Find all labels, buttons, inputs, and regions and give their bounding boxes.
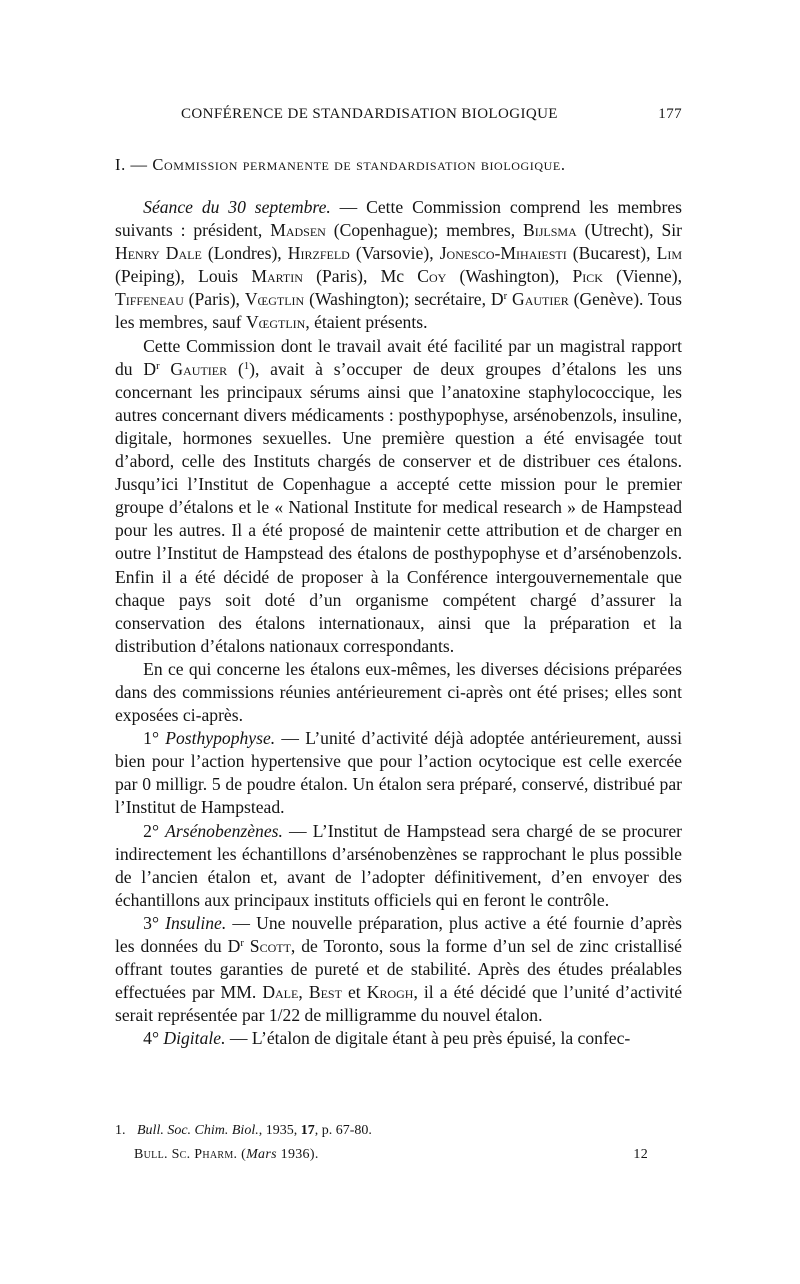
text-run: (Peiping), Louis (115, 266, 252, 287)
text-run: ), avait à s’occuper de deux groupes d’étalons les uns concernant les principaux sérums ainsi que l’anatoxine staphylococcique, les autres concernant divers médicaments : posthypophyse, arsénobenzols, insuline, digitale, hormones sexuelles. Une première question a été envisagée tout d’abord, celle des Instituts chargés de conserver et de distribuer ces étalons. Jusqu’ici l’Institut de Copenhague a accepté cette mission pour le premier groupe d’étalons et le « National Institute for medical research » de Hampstead pour les autres. Il a été proposé de maintenir cette attribution et de charger en outre l’Institut de Hampstead des étalons de posthypophyse et d’arsénobenzols. Enfin il a été décidé de proposer à la Conférence intergouvernementale que chaque pays soit doté d’un organisme compétent chargé d’assurer la conservation des étalons internationaux, ainsi que la préparation et la distribution d’étalons nationaux correspondants. (115, 358, 682, 656)
superscript: r (240, 938, 244, 950)
person-name: Vœgtlin (244, 289, 305, 310)
footnote-source: Bull. Soc. Chim. Biol. (137, 1123, 259, 1138)
person-name: Vœgtlin (245, 312, 306, 333)
item-label: Insuline. (165, 912, 227, 933)
person-name: Gautier (159, 358, 228, 379)
text-run: (Bucarest), (566, 243, 657, 264)
text-run: (Washington); secrétaire, D (304, 289, 504, 310)
paragraph-posthypophyse (115, 727, 682, 819)
person-name: Coy (417, 266, 447, 287)
item-label: Digitale. (163, 1028, 226, 1049)
person-name: Martin (251, 266, 303, 287)
text-run: En ce qui concerne les étalons eux-mêmes, les diverses décisions préparées dans des commissions réunies antérieurement ci-après ont été prises; elles sont exposées ci-après. (115, 658, 682, 726)
person-name: Tiffeneau (115, 289, 184, 310)
text-run: , de Toronto, sous la forme d’un sel de zinc cristallisé offrant toutes garanties de pureté et de stabilité. Après des études préalables effectuées par MM. (115, 936, 682, 1003)
text-run: — Une nouvelle préparation, plus active a été fournie d’après les données du D (115, 912, 682, 956)
paragraph-etalons (115, 658, 682, 727)
footnote-ref[interactable]: 1 (243, 360, 250, 372)
text-run: (Paris), (183, 289, 245, 310)
text-run: (Utrecht), Sir (576, 220, 682, 241)
text-run: (Washington), (446, 266, 573, 287)
paragraph-commission (115, 335, 682, 658)
person-name: Scott (243, 936, 291, 956)
text-run: ( (237, 1147, 247, 1162)
text-run: ( (227, 358, 244, 379)
text-run: — L’unité d’activité déjà adoptée antérieurement, aussi bien pour l’action hypertensive que pour l’action ocytocique est celle exercée par 0 milligr. 5 de poudre étalon. Un étalon sera préparé, conservé, distribué par l’Institut de Hampstead. (115, 728, 682, 818)
person-name: Best (308, 982, 342, 1003)
item-number: 1° (143, 728, 159, 749)
footer-journal: Bull. Sc. Pharm. (134, 1147, 238, 1162)
seance-label: Séance du 30 septembre. (143, 197, 331, 217)
signature-mark: 12 (633, 1147, 648, 1162)
person-name: Krogh (366, 982, 414, 1003)
body-text (115, 196, 682, 1050)
item-label: Arsénobenzènes. (165, 820, 283, 841)
text-run: (Paris), Mc (302, 266, 418, 287)
text-run: , (298, 982, 309, 1003)
person-name: Madsen (270, 220, 326, 241)
section-heading: I. — Commission permanente de standardisation biologique. (115, 155, 566, 174)
item-number: 3° (143, 912, 159, 933)
text-run: — L’étalon de digitale étant à peu près épuisé, la confec- (225, 1028, 631, 1049)
text-run: et (341, 982, 367, 1003)
footnote-volume: 17 (300, 1123, 315, 1138)
person-name: Dale (262, 982, 299, 1003)
text-run: , il a été décidé que l’unité d’activité serait représentée par 1/22 de milligramme du nouvel étalon. (115, 982, 683, 1026)
paragraph-seance (115, 196, 682, 335)
text-run: 1936). (276, 1147, 319, 1162)
running-head-title: CONFÉRENCE DE STANDARDISATION BIOLOGIQUE (181, 106, 558, 122)
superscript: r (156, 360, 160, 372)
paragraph-insuline (115, 912, 682, 1027)
person-name: Pick (572, 266, 603, 287)
page-footer (134, 1147, 648, 1163)
person-name: Henry Dale (115, 243, 202, 264)
superscript: r (503, 291, 508, 303)
text-run: — Cette Commission comprend les membres suivants : président, (115, 197, 682, 241)
footnote-number: 1. (115, 1123, 126, 1138)
text-run: — L’Institut de Hampstead sera chargé de se procurer indirectement les échantillons d’arsénobenzènes se rapprochant le plus possible de l’ancien étalon et, avant de l’adopter définitivement, d’en envoyer des échantillons aux principaux instituts officiels qui en feront le contrôle. (115, 820, 682, 910)
person-name: Lim (656, 243, 682, 264)
footer-month: Mars (246, 1147, 277, 1162)
text-run: , 1935, (258, 1123, 301, 1138)
text-run: (Varsovie), (349, 243, 440, 264)
text-run: (Vienne), (602, 266, 682, 287)
page-number: 177 (658, 106, 682, 122)
paragraph-arsenobenzenes (115, 820, 682, 912)
text-run: (Genève). Tous les membres, sauf (115, 289, 682, 333)
text-run: (Copenhague); membres, (325, 220, 524, 241)
item-number: 4° (143, 1028, 159, 1049)
text-run: , p. 67-80. (314, 1123, 372, 1138)
person-name: Hirzfeld (287, 243, 350, 264)
item-label: Posthypophyse. (165, 728, 276, 749)
person-name: Jonesco-Mihaiesti (439, 243, 567, 264)
person-name: Bijlsma (523, 220, 577, 241)
paragraph-digitale (115, 1027, 682, 1050)
item-number: 2° (143, 820, 159, 841)
text-run: , étaient présents. (305, 312, 428, 333)
person-name: Gautier (507, 289, 569, 310)
footnote (115, 1123, 682, 1139)
text-run: Cette Commission dont le travail avait été facilité par un magistral rapport du D (115, 335, 682, 379)
text-run: (Londres), (201, 243, 288, 264)
